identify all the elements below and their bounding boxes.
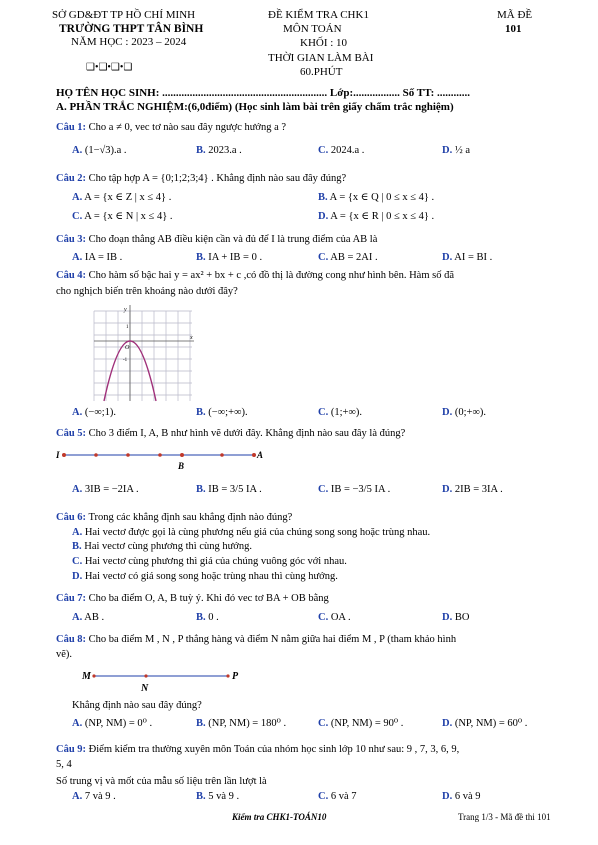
option-text: (NP, NM) = 0⁰ . [82, 718, 153, 729]
q4-option-a[interactable] [72, 406, 116, 419]
q6-option-c[interactable] [72, 555, 347, 568]
option-letter: D. [442, 484, 453, 495]
origin-label: O [125, 345, 130, 351]
school-name: TRƯỜNG THPT TÂN BÌNH [59, 23, 204, 35]
option-text: Hai vectơ có giá song song hoặc trùng nhau thì cùng hướng. [82, 571, 338, 582]
option-letter: B. [196, 252, 206, 263]
option-letter: B. [72, 541, 82, 552]
option-text: AB = 2AI . [328, 252, 378, 263]
question-text: Trong các khẳng định sau khẳng định nào đúng? [88, 512, 293, 523]
q6-option-a[interactable] [72, 526, 430, 539]
question-1 [56, 121, 576, 134]
student-info-line: HỌ TÊN HỌC SINH: ............................................................ Lớp:................. Số TT: ............ [56, 87, 471, 99]
option-letter: D. [442, 145, 453, 156]
q9-option-c[interactable] [318, 790, 357, 803]
option-text: (−∞;1). [82, 407, 117, 418]
option-text: IB = −3/5 IA . [328, 484, 391, 495]
question-text: Cho hàm số bậc hai y = ax² + bx + c ,có đồ thị là đường cong như hình bên. Hàm số đã [88, 270, 454, 281]
option-letter: A. [72, 612, 83, 623]
question-4 [56, 269, 576, 282]
option-text: A = {x ∈ R | 0 ≤ x ≤ 4} . [328, 211, 435, 222]
option-text: 6 và 7 [328, 791, 357, 802]
option-letter: C. [318, 252, 329, 263]
option-letter: C. [72, 211, 83, 222]
question-2 [56, 172, 576, 185]
option-text: BO [452, 612, 470, 623]
question-6 [56, 511, 576, 524]
option-letter: D. [442, 252, 453, 263]
question-label: Câu 7: [56, 593, 87, 604]
q3-option-b[interactable] [196, 251, 262, 264]
option-text: Hai vectơ được gọi là cùng phương nếu giá của chúng song song hoặc trùng nhau. [82, 527, 431, 538]
question-text: Cho tập hợp A = {0;1;2;3;4} . Khẳng định nào sau đây đúng? [88, 173, 347, 184]
option-text: A = {x ∈ N | x ≤ 4} . [82, 211, 173, 222]
option-letter: C. [318, 718, 329, 729]
checkbox-marks: ❑•❑•❑•❑ [86, 62, 133, 73]
question-7 [56, 592, 576, 605]
question-text: Cho ba điểm M , N , P thẳng hàng và điểm N nằm giữa hai điểm M , P (tham khảo hình [88, 634, 457, 645]
question-4-cont: cho nghịch biến trên khoảng nào dưới đây? [56, 286, 238, 297]
q3-option-c[interactable] [318, 251, 378, 264]
point-I-label: I [56, 450, 60, 460]
option-text: A = {x ∈ Q | 0 ≤ x ≤ 4} . [327, 192, 435, 203]
question-label: Câu 8: [56, 634, 87, 645]
question-text: Cho đoạn thẳng AB điều kiện cần và đủ để I là trung điểm của AB là [88, 234, 378, 245]
q1-option-b[interactable] [196, 144, 242, 157]
option-text: (0;+∞). [452, 407, 487, 418]
option-text: AB . [82, 612, 105, 623]
point-N-label: N [141, 683, 149, 694]
question-9-prompt: Số trung vị và mốt của mẫu số liệu trên lần lượt là [56, 776, 267, 787]
q3-option-d[interactable] [442, 251, 492, 264]
option-letter: A. [72, 407, 83, 418]
time-label: THỜI GIAN LÀM BÀI [268, 52, 374, 64]
option-letter: B. [318, 192, 328, 203]
question-8-prompt: Khẳng định nào sau đây đúng? [72, 700, 202, 711]
question-text: Điểm kiểm tra thường xuyên môn Toán của nhóm học sinh lớp 10 như sau: 9 , 7, 3, 6, 9, [88, 744, 460, 755]
q5-option-c[interactable] [318, 483, 390, 496]
question-text: Cho 3 điểm I, A, B như hình vẽ dưới đây. Khẳng định nào sau đây là đúng? [88, 428, 406, 439]
question-9 [56, 743, 576, 756]
tick-1: 1 [126, 325, 129, 330]
q1-option-c[interactable] [318, 144, 364, 157]
option-letter: B. [196, 145, 206, 156]
code-label: MÃ ĐỀ [497, 9, 533, 21]
question-8-cont: vẽ). [56, 649, 73, 660]
question-label: Câu 3: [56, 234, 87, 245]
question-5 [56, 427, 576, 440]
tick-neg1: -1 [123, 358, 128, 363]
option-letter: A. [72, 252, 83, 263]
q9-option-d[interactable] [442, 790, 481, 803]
option-text: 2023.a . [205, 145, 242, 156]
q8-option-b[interactable] [196, 717, 286, 730]
option-letter: C. [318, 612, 329, 623]
footer-center: Kiểm tra CHK1-TOÁN10 [232, 812, 327, 822]
point-P-label: P [232, 671, 239, 682]
option-text: (1;+∞). [328, 407, 363, 418]
question-text: Cho a ≠ 0, vec tơ nào sau đây ngược hướng a ? [88, 122, 287, 133]
question-label: Câu 6: [56, 512, 87, 523]
q2-option-d[interactable] [318, 210, 434, 223]
q7-option-a[interactable] [72, 611, 104, 624]
option-text: (NP, NM) = 180⁰ . [205, 718, 287, 729]
option-letter: C. [318, 145, 329, 156]
option-text: 7 và 9 . [82, 791, 116, 802]
option-letter: B. [196, 791, 206, 802]
question-text: Cho ba điểm O, A, B tuỳ ý. Khi đó vec tơ BA + OB bằng [88, 593, 329, 604]
option-text: 2IB = 3IA . [452, 484, 503, 495]
question-9-cont: 5, 4 [56, 759, 72, 770]
option-text: A = {x ∈ Z | x ≤ 4} . [82, 192, 172, 203]
option-text: AI = BI . [452, 252, 493, 263]
point-A-label: A [257, 450, 264, 460]
q8-option-d[interactable] [442, 717, 527, 730]
option-letter: C. [318, 484, 329, 495]
option-text: (NP, NM) = 60⁰ . [452, 718, 528, 729]
q4-option-c[interactable] [318, 406, 362, 419]
q9-option-b[interactable] [196, 790, 239, 803]
duration: 60.PHÚT [300, 66, 343, 78]
option-text: 5 và 9 . [205, 791, 240, 802]
exam-code: 101 [505, 23, 522, 35]
option-letter: D. [442, 791, 453, 802]
exam-subject: MÔN TOÁN [283, 23, 342, 35]
school-year: NĂM HỌC : 2023 – 2024 [71, 36, 187, 48]
question-label: Câu 9: [56, 744, 87, 755]
option-letter: C. [318, 791, 329, 802]
q7-option-d[interactable] [442, 611, 469, 624]
option-letter: D. [442, 718, 453, 729]
y-axis-label: y [124, 307, 127, 313]
question-label: Câu 4: [56, 270, 87, 281]
q7-option-b[interactable] [196, 611, 219, 624]
q8-option-c[interactable] [318, 717, 403, 730]
option-letter: C. [318, 407, 329, 418]
option-text: 6 và 9 [452, 791, 481, 802]
option-letter: A. [72, 718, 83, 729]
q2-option-b[interactable] [318, 191, 434, 204]
option-text: 0 . [205, 612, 219, 623]
q4-option-b[interactable] [196, 406, 248, 419]
question-3 [56, 233, 576, 246]
q9-option-a[interactable] [72, 790, 116, 803]
option-text: (1−√3).a . [82, 145, 127, 156]
option-text: (NP, NM) = 90⁰ . [328, 718, 404, 729]
q8-option-a[interactable] [72, 717, 152, 730]
option-text: IB = 3/5 IA . [205, 484, 262, 495]
option-text: Hai vectơ cùng phương thì giá của chúng vuông góc với nhau. [82, 556, 347, 567]
option-letter: A. [72, 145, 83, 156]
exam-grade: KHỐI : 10 [300, 37, 348, 49]
q3-option-a[interactable] [72, 251, 122, 264]
option-letter: A. [72, 527, 83, 538]
exam-title: ĐỀ KIỂM TRA CHK1 [268, 9, 369, 21]
option-text: ½ a [452, 145, 471, 156]
option-letter: D. [442, 612, 453, 623]
option-text: Hai vectơ cùng phương thì cùng hướng. [81, 541, 252, 552]
q4-option-d[interactable] [442, 406, 486, 419]
option-letter: A. [72, 484, 83, 495]
option-text: (−∞;+∞). [205, 407, 248, 418]
option-letter: A. [72, 791, 83, 802]
x-axis-label: x [190, 335, 193, 341]
option-letter: C. [72, 556, 83, 567]
option-letter: A. [72, 192, 83, 203]
option-text: 2024.a . [328, 145, 365, 156]
option-letter: B. [196, 718, 206, 729]
option-text: OA . [328, 612, 351, 623]
parabola-graph [92, 303, 196, 403]
option-text: 3IB = −2IA . [82, 484, 139, 495]
question-label: Câu 5: [56, 428, 87, 439]
footer-page: Trang 1/3 - Mã đề thi 101 [458, 812, 551, 822]
section-title: A. PHẦN TRẮC NGHIỆM:(6,0điểm) (Học sinh làm bài trên giấy chấm trắc nghiệm) [56, 101, 454, 113]
option-letter: D. [442, 407, 453, 418]
q2-option-a[interactable] [72, 191, 171, 204]
question-label: Câu 1: [56, 122, 87, 133]
option-text: IA = IB . [82, 252, 123, 263]
q7-option-c[interactable] [318, 611, 351, 624]
point-B-label: B [178, 461, 185, 471]
q5-option-a[interactable] [72, 483, 139, 496]
point-M-label: M [82, 671, 91, 682]
option-letter: D. [318, 211, 329, 222]
q1-option-d[interactable] [442, 144, 470, 157]
question-8 [56, 633, 576, 646]
q6-option-d[interactable] [72, 570, 338, 583]
points-figure-q8 [78, 666, 248, 694]
option-letter: B. [196, 407, 206, 418]
q1-option-a[interactable] [72, 144, 127, 157]
option-text: IA + IB = 0 . [205, 252, 263, 263]
dept-name: SỞ GD&ĐT TP HỒ CHÍ MINH [52, 9, 196, 21]
question-label: Câu 2: [56, 173, 87, 184]
option-letter: B. [196, 484, 206, 495]
option-letter: D. [72, 571, 83, 582]
points-figure-q5 [56, 445, 266, 471]
q6-option-b[interactable] [72, 540, 252, 553]
q5-option-b[interactable] [196, 483, 262, 496]
option-letter: B. [196, 612, 206, 623]
q5-option-d[interactable] [442, 483, 503, 496]
q2-option-c[interactable] [72, 210, 173, 223]
